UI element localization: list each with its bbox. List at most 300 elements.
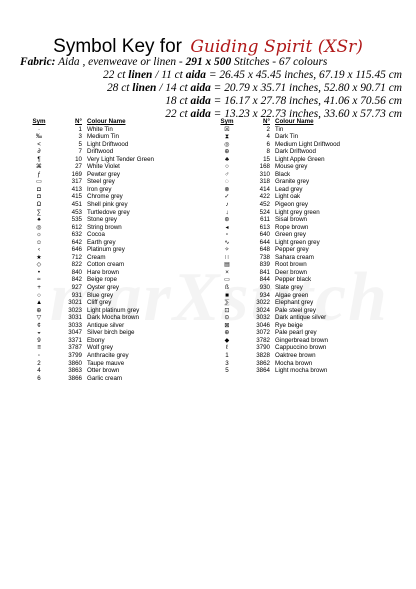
row-colour-name: Turtledove grey (87, 208, 130, 216)
row-colour-name: Cappuccino brown (275, 344, 327, 352)
row-number: 3024 (256, 306, 270, 314)
row-colour-name: Garlic cream (87, 374, 123, 382)
row-symbol: ∿ (224, 238, 230, 246)
row-symbol: ◦ (37, 351, 41, 359)
row-number: 3787 (68, 344, 82, 352)
row-number: 840 (71, 268, 82, 276)
row-colour-name: Blue grey (87, 291, 114, 299)
row-number: 646 (71, 246, 82, 254)
row-symbol: 9 (37, 336, 41, 344)
row-colour-name: Oaktree brown (275, 351, 316, 359)
row-colour-name: Light Apple Green (275, 155, 325, 163)
row-colour-name: Light green grey (275, 238, 320, 246)
row-symbol: ▽ (36, 314, 42, 322)
fabric-label: Fabric: (20, 56, 56, 68)
row-symbol: ✧ (224, 246, 230, 254)
row-symbol: ƒ (37, 170, 41, 178)
row-colour-name: Cream (87, 253, 106, 261)
table-row (22, 344, 154, 352)
row-number: 611 (260, 216, 270, 224)
table-row (22, 141, 154, 149)
table-row (22, 163, 154, 171)
row-number: 3799 (68, 351, 82, 359)
page-title (0, 36, 416, 58)
table-row (210, 209, 340, 217)
table-row (210, 299, 340, 307)
dimension-fabric-2: aida (185, 69, 206, 81)
row-symbol: ⊠ (224, 321, 230, 329)
dimension-count: 22 ct (102, 69, 126, 81)
row-colour-name: Chrome grey (87, 193, 123, 201)
row-number: 3866 (68, 374, 82, 382)
row-colour-name: Silver birch beige (87, 329, 135, 337)
table-row (210, 239, 340, 247)
row-colour-name: Shell pink grey (87, 201, 128, 209)
dimension-size: = 13.23 x 22.73 inches, 33.60 x 57.73 cm (213, 108, 402, 120)
table-row (22, 254, 154, 262)
dimension-spec: / 11 ct (155, 69, 183, 81)
table-row (22, 201, 154, 209)
table-row (22, 314, 154, 322)
row-symbol: ◆ (224, 336, 230, 344)
row-number: 3031 (68, 314, 82, 322)
table-row (210, 254, 340, 262)
row-symbol: ◒ (37, 329, 41, 337)
row-symbol: × (225, 268, 229, 276)
table-row (210, 329, 340, 337)
table-row (210, 314, 340, 322)
table-row (210, 261, 340, 269)
fabric-text: Aida , evenweave or linen - (58, 56, 183, 68)
table-row (22, 375, 154, 383)
table-row (210, 337, 340, 345)
row-symbol: ◎ (36, 223, 42, 231)
row-colour-name: Wolf grey (87, 344, 114, 352)
table-row (210, 246, 340, 254)
row-symbol: ★ (36, 253, 42, 261)
dimension-count: 28 ct (106, 82, 130, 94)
row-symbol: ◂ (225, 223, 229, 231)
table-row (22, 292, 154, 300)
row-symbol: ○ (225, 163, 229, 171)
row-symbol: ◇ (36, 261, 42, 269)
row-number: 3863 (68, 367, 82, 375)
row-symbol: 6 (37, 374, 41, 382)
table-row (22, 133, 154, 141)
row-number: 15 (263, 155, 270, 163)
dimension-size: = 20.79 x 35.71 inches, 52.80 x 90.71 cm (213, 82, 402, 94)
row-number: 10 (75, 155, 82, 163)
row-colour-name: Cotton cream (87, 261, 125, 269)
row-colour-name: Pepper black (275, 276, 312, 284)
row-colour-name: Dark Tin (275, 133, 299, 141)
table-header (210, 118, 340, 126)
row-number: 3828 (256, 351, 270, 359)
row-symbol: ∷ (225, 253, 229, 261)
row-colour-name: Medium Light Driftwood (275, 140, 340, 148)
row-symbol: ♂ (224, 170, 230, 178)
row-colour-name: Dark Mocha brown (87, 314, 139, 322)
dimension-count: 22 ct (165, 108, 188, 120)
row-symbol: ▭ (224, 276, 230, 284)
row-number: 839 (259, 261, 270, 269)
row-colour-name: Rope brown (275, 223, 309, 231)
row-number: 3782 (256, 336, 270, 344)
row-number: 415 (71, 193, 82, 201)
row-number: 632 (71, 231, 82, 239)
row-number: 3860 (68, 359, 82, 367)
row-symbol: ○ (37, 291, 41, 299)
row-colour-name: Light platinum grey (87, 306, 140, 314)
table-row (22, 209, 154, 217)
row-number: 3790 (256, 344, 270, 352)
row-colour-name: Pale pearl grey (275, 329, 317, 337)
row-number: 644 (259, 238, 270, 246)
row-colour-name: Elephant grey (275, 299, 314, 307)
table-row (22, 148, 154, 156)
row-number: 844 (259, 276, 270, 284)
table-row (22, 352, 154, 360)
row-symbol: ◌ (225, 178, 229, 186)
row-number: 7 (78, 148, 82, 156)
row-colour-name: Anthracite grey (87, 351, 129, 359)
table-row (210, 307, 340, 315)
row-symbol: Ω (36, 201, 42, 209)
dimension-count: 18 ct (165, 95, 188, 107)
row-colour-name: Sisal brown (275, 216, 307, 224)
table-row (22, 186, 154, 194)
row-symbol: ▲ (35, 299, 43, 307)
table-row (22, 156, 154, 164)
table-body (22, 126, 154, 383)
table-row (210, 163, 340, 171)
row-colour-name: Mouse grey (275, 163, 308, 171)
table-row (210, 126, 340, 134)
row-symbol: ¶ (37, 155, 41, 163)
dimension-line (103, 69, 402, 81)
row-number: 3021 (68, 299, 82, 307)
row-symbol: ß (225, 284, 229, 292)
row-colour-name: Very Light Tender Green (87, 155, 154, 163)
table-body (210, 126, 340, 375)
table-row (22, 360, 154, 368)
row-colour-name: Black (275, 170, 291, 178)
row-number: 934 (259, 291, 270, 299)
row-colour-name: Green grey (275, 231, 306, 239)
row-number: 169 (71, 170, 82, 178)
header-name: Colour Name (87, 118, 126, 125)
row-symbol: ◘ (37, 193, 41, 201)
row-number: 612 (71, 223, 82, 231)
pattern-name: Guiding Spirit (XSr) (190, 37, 363, 57)
header-num: N° (75, 118, 82, 125)
row-colour-name: Light mocha brown (275, 367, 328, 375)
table-row (210, 284, 340, 292)
dimension-fabric-2: aida (190, 82, 211, 94)
row-symbol: ♠ (37, 216, 41, 224)
row-number: 317 (71, 178, 82, 186)
table-row (210, 231, 340, 239)
row-number: 3 (78, 133, 82, 141)
row-colour-name: Oyster grey (87, 284, 119, 292)
row-colour-name: Cliff grey (87, 299, 112, 307)
row-symbol: 5 (225, 367, 229, 375)
row-symbol: ¢ (37, 321, 41, 329)
row-number: 640 (259, 231, 270, 239)
row-number: 3022 (256, 299, 270, 307)
table-row (22, 178, 154, 186)
row-colour-name: Pepper grey (275, 246, 309, 254)
row-colour-name: Pigeon grey (275, 201, 309, 209)
header-sym: Sym (220, 118, 234, 125)
stitch-count: 291 x 500 (185, 56, 232, 68)
table-row (22, 337, 154, 345)
row-number: 3033 (68, 321, 82, 329)
row-number: 535 (71, 216, 82, 224)
table-row (210, 352, 340, 360)
row-number: 3864 (256, 367, 270, 375)
row-number: 168 (259, 163, 270, 171)
row-symbol: ⌘ (35, 163, 43, 171)
row-colour-name: Stone grey (87, 216, 117, 224)
row-colour-name: Dark antique silver (275, 314, 327, 322)
row-colour-name: Medium Tin (87, 133, 119, 141)
row-number: 3072 (256, 329, 270, 337)
table-row (210, 156, 340, 164)
row-symbol: ⊛ (224, 216, 230, 224)
row-colour-name: Light Driftwood (87, 140, 129, 148)
row-number: 3046 (256, 321, 270, 329)
row-colour-name: Driftwood (87, 148, 114, 156)
row-symbol: ■ (225, 291, 229, 299)
table-row (210, 193, 340, 201)
row-number: 3023 (68, 306, 82, 314)
row-colour-name: Gingerbread brown (275, 336, 328, 344)
row-number: 524 (259, 208, 270, 216)
row-number: 822 (71, 261, 82, 269)
table-row (22, 322, 154, 330)
row-number: 927 (71, 284, 82, 292)
row-colour-name: White Tin (87, 125, 113, 133)
row-symbol: ℓ (225, 344, 228, 352)
row-symbol: < (37, 140, 41, 148)
row-colour-name: Mocha brown (275, 359, 313, 367)
row-colour-name: Tin (275, 125, 284, 133)
row-number: 422 (259, 193, 270, 201)
row-colour-name: Sahara cream (275, 253, 314, 261)
table-row (22, 284, 154, 292)
table-row (210, 269, 340, 277)
stitch-suffix: Stitches - 67 colours (234, 56, 328, 68)
row-number: 4 (266, 133, 270, 141)
row-symbol: ⧗ (224, 133, 230, 141)
row-colour-name: Root brown (275, 261, 307, 269)
row-number: 1 (78, 125, 82, 133)
table-row (22, 216, 154, 224)
row-symbol: ▭ (36, 178, 42, 186)
row-colour-name: Otter brown (87, 367, 120, 375)
table-row (210, 171, 340, 179)
title-prefix: Symbol Key for (53, 36, 182, 57)
row-symbol: ▤ (224, 261, 230, 269)
table-row (210, 276, 340, 284)
row-number: 613 (259, 223, 270, 231)
row-symbol: 1 (225, 351, 229, 359)
row-number: 5 (78, 140, 82, 148)
row-number: 712 (71, 253, 82, 261)
table-row (22, 261, 154, 269)
row-colour-name: Antique silver (87, 321, 125, 329)
table-row (210, 367, 340, 375)
row-number: 3371 (68, 336, 82, 344)
dimension-line (107, 82, 402, 94)
row-colour-name: Algae green (275, 291, 309, 299)
dimension-fabric: linen (132, 82, 157, 94)
dimension-spec: / 14 ct (159, 82, 188, 94)
row-colour-name: Pale steel grey (275, 306, 316, 314)
table-row (22, 171, 154, 179)
row-colour-name: Lead grey (275, 185, 303, 193)
row-number: 2 (266, 125, 270, 133)
row-number: 3032 (256, 314, 270, 322)
row-symbol: ◘ (37, 185, 41, 193)
table-row (210, 292, 340, 300)
row-symbol: 2 (37, 359, 41, 367)
row-colour-name: Ebony (87, 336, 105, 344)
row-number: 930 (259, 284, 270, 292)
table-row (210, 178, 340, 186)
row-number: 413 (71, 185, 82, 193)
row-symbol: 3 (225, 359, 229, 367)
table-row (22, 193, 154, 201)
symbol-table-right (210, 118, 340, 375)
symbol-table-left (22, 118, 154, 382)
table-row (22, 269, 154, 277)
row-number: 453 (71, 208, 82, 216)
row-symbol: ◎ (224, 140, 230, 148)
table-row (22, 307, 154, 315)
row-symbol: ⊡ (224, 306, 230, 314)
table-row (22, 299, 154, 307)
row-symbol: ⊗ (224, 185, 230, 193)
table-row (22, 276, 154, 284)
row-symbol: ☺ (35, 238, 43, 246)
row-number: 931 (71, 291, 82, 299)
row-number: 318 (259, 178, 270, 186)
row-colour-name: Deer brown (275, 268, 307, 276)
table-row (22, 224, 154, 232)
table-row (210, 133, 340, 141)
row-number: 310 (259, 170, 270, 178)
row-symbol: ⅀ (224, 299, 230, 307)
table-header (22, 118, 154, 126)
row-colour-name: Platinum grey (87, 246, 125, 254)
row-colour-name: Light oak (275, 193, 301, 201)
table-row (210, 186, 340, 194)
row-colour-name: Taupe mauve (87, 359, 125, 367)
row-colour-name: White Violet (87, 163, 120, 171)
row-number: 451 (71, 201, 82, 209)
dimension-fabric: aida (190, 95, 211, 107)
row-colour-name: Cocoa (87, 231, 105, 239)
row-number: 414 (259, 185, 270, 193)
row-colour-name: Hare brown (87, 268, 119, 276)
row-symbol: ∑ (36, 208, 42, 216)
row-number: 642 (71, 238, 82, 246)
table-row (210, 360, 340, 368)
row-symbol: ⊕ (224, 148, 230, 156)
row-colour-name: Light grey green (275, 208, 320, 216)
table-row (22, 246, 154, 254)
table-row (22, 367, 154, 375)
row-number: 738 (259, 253, 270, 261)
row-number: 841 (259, 268, 270, 276)
row-colour-name: Steel grey (87, 178, 115, 186)
row-colour-name: Dark Driftwood (275, 148, 316, 156)
table-row (22, 239, 154, 247)
table-row (22, 231, 154, 239)
dimension-fabric: linen (128, 69, 153, 81)
header-name: Colour Name (275, 118, 314, 125)
row-colour-name: String brown (87, 223, 122, 231)
row-number: 6 (266, 140, 270, 148)
row-symbol: ‰ (35, 133, 43, 141)
row-symbol: · (37, 125, 41, 133)
row-symbol: ⊙ (224, 314, 230, 322)
row-number: 27 (75, 163, 82, 171)
row-symbol: ⊕ (36, 306, 42, 314)
table-row (210, 141, 340, 149)
row-symbol: ∂ (37, 148, 41, 156)
row-symbol: ↓ (225, 208, 229, 216)
header-sym: Sym (32, 118, 46, 125)
row-symbol: + (37, 284, 41, 292)
row-number: 8 (266, 148, 270, 156)
row-colour-name: Iron grey (87, 185, 112, 193)
row-symbol: ♣ (224, 155, 230, 163)
row-number: 842 (71, 276, 82, 284)
table-row (210, 344, 340, 352)
table-row (210, 322, 340, 330)
row-symbol: ≈ (37, 276, 41, 284)
row-symbol: ≡ (37, 344, 41, 352)
table-row (22, 329, 154, 337)
row-symbol: • (37, 268, 41, 276)
table-row (210, 148, 340, 156)
table-row (22, 126, 154, 134)
dimension-line (165, 95, 402, 107)
row-number: 648 (259, 246, 270, 254)
dimension-size: = 26.45 x 45.45 inches, 67.19 x 115.45 cm (208, 69, 402, 81)
row-symbol: ☼ (36, 231, 42, 239)
row-colour-name: Beige rope (87, 276, 117, 284)
fabric-line (20, 56, 410, 68)
row-symbol: ⊕ (224, 329, 230, 337)
row-symbol: ☒ (224, 125, 230, 133)
table-row (210, 224, 340, 232)
row-colour-name: Earth grey (87, 238, 116, 246)
row-colour-name: Granite grey (275, 178, 310, 186)
row-number: 452 (259, 201, 270, 209)
dimension-size: = 16.17 x 27.78 inches, 41.06 x 70.56 cm (213, 95, 402, 107)
dimension-fabric: aida (190, 108, 211, 120)
row-colour-name: Pewter grey (87, 170, 121, 178)
header-num: N° (263, 118, 270, 125)
table-row (210, 216, 340, 224)
row-symbol: ‹ (37, 246, 41, 254)
row-colour-name: Rye beige (275, 321, 303, 329)
row-number: 3862 (256, 359, 270, 367)
